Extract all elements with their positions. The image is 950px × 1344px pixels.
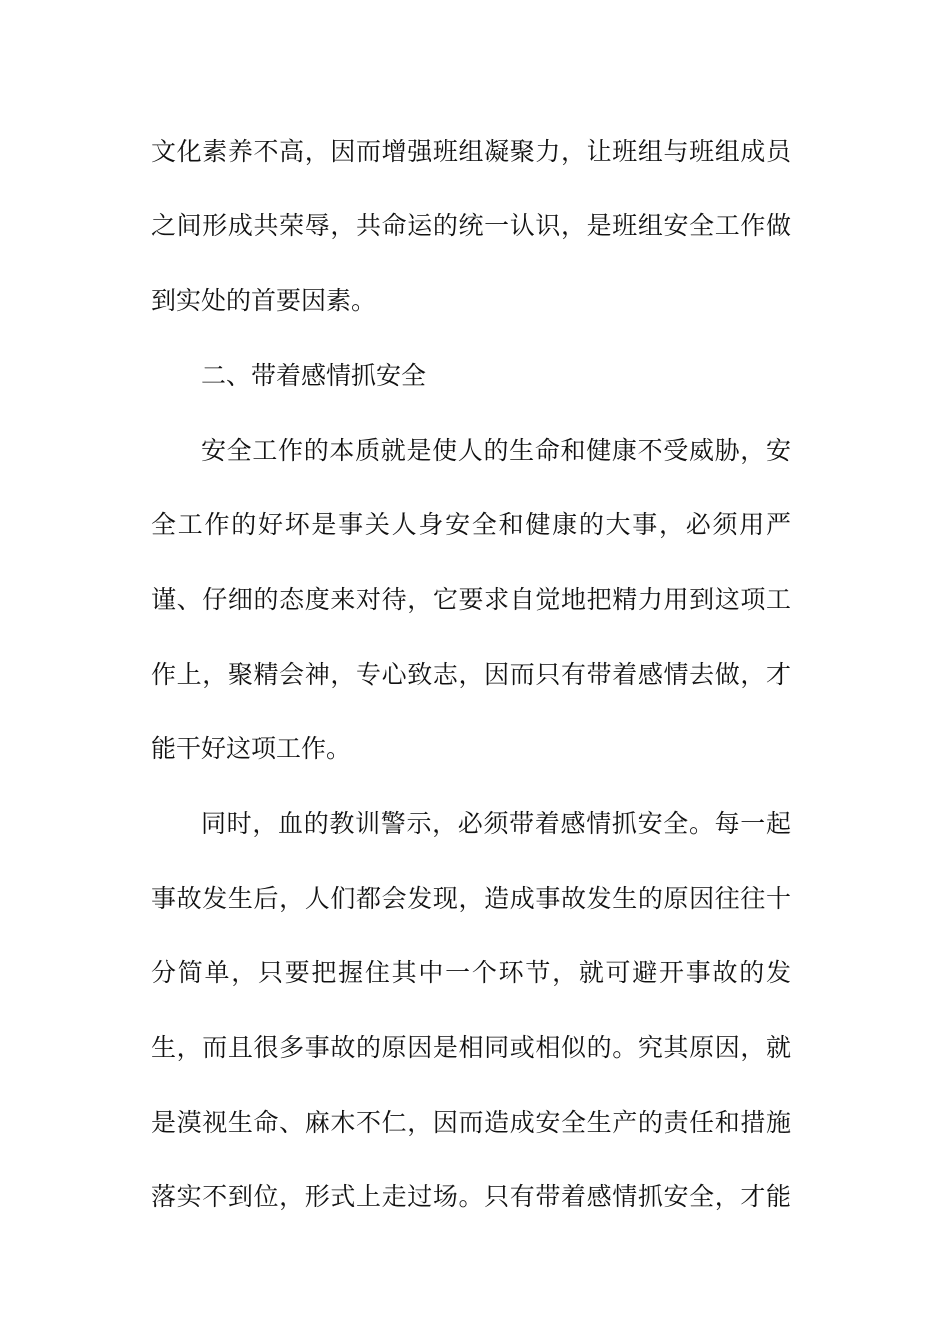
paragraph-line: 文化素养不高，因而增强班组凝聚力，让班组与班组成员 xyxy=(151,137,791,166)
paragraph-line: 安全工作的本质就是使人的生命和健康不受威胁，安 xyxy=(201,436,791,465)
paragraph-line: 能干好这项工作。 xyxy=(151,734,352,763)
paragraph-line: 同时，血的教训警示，必须带着感情抓安全。每一起 xyxy=(201,809,791,838)
paragraph-line: 生，而且很多事故的原因是相同或相似的。究其原因，就 xyxy=(151,1033,791,1062)
paragraph-line: 落实不到位，形式上走过场。只有带着感情抓安全，才能 xyxy=(151,1182,791,1211)
paragraph-line: 全工作的好坏是事关人身安全和健康的大事，必须用严 xyxy=(151,510,791,539)
paragraph-line: 谨、仔细的态度来对待，它要求自觉地把精力用到这项工 xyxy=(151,585,791,614)
paragraph-line: 到实处的首要因素。 xyxy=(151,286,377,315)
paragraph-line: 之间形成共荣辱，共命运的统一认识，是班组安全工作做 xyxy=(151,211,791,240)
paragraph-line: 是漠视生命、麻木不仁，因而造成安全生产的责任和措施 xyxy=(151,1108,791,1137)
paragraph-line: 分简单，只要把握住其中一个环节，就可避开事故的发 xyxy=(151,958,791,987)
section-heading: 二、带着感情抓安全 xyxy=(201,361,427,390)
paragraph-line: 作上，聚精会神，专心致志，因而只有带着感情去做，才 xyxy=(151,660,791,689)
paragraph-line: 事故发生后，人们都会发现，造成事故发生的原因往往十 xyxy=(151,884,791,913)
